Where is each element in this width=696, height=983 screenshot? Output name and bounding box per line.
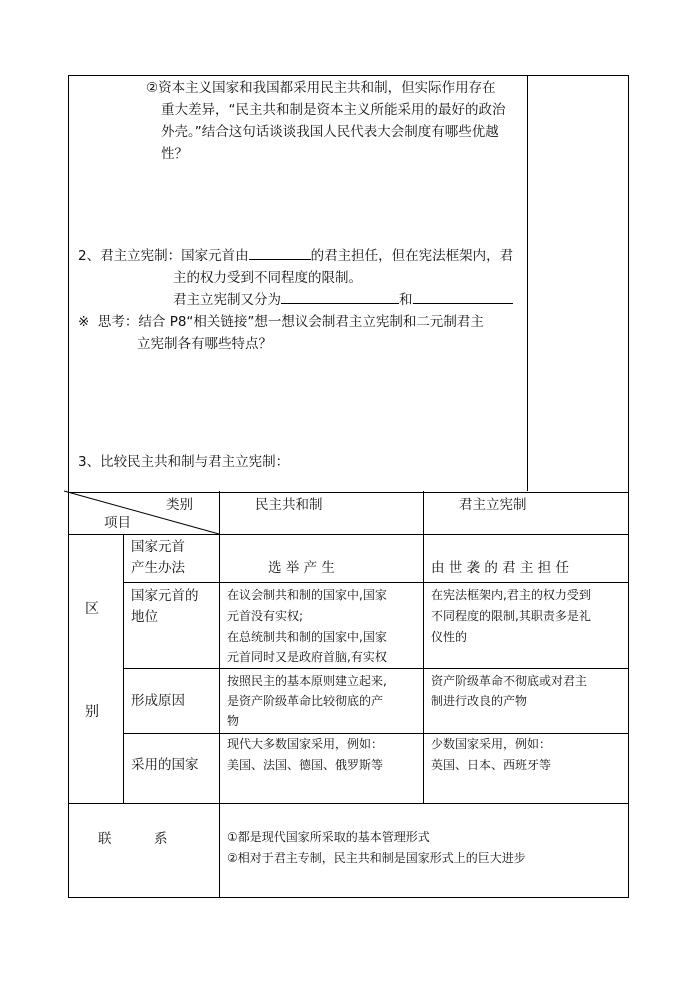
- diff-label-char2: 别: [85, 704, 99, 720]
- corner-top-label: 类别: [166, 497, 193, 513]
- row2-monarchy-l2: 不同程度的限制,其职责多是礼: [431, 609, 591, 623]
- link-label-b: 系: [154, 831, 168, 847]
- row1-republic: 选 举 产 生: [268, 560, 335, 576]
- row4-republic-l1: 现代大多数国家采用，例如：: [227, 737, 384, 751]
- row2-republic-l4: 元首同时又是政府首脑,有实权: [227, 650, 387, 664]
- section2-def-b: 的君主担任，但在宪法框架内，君: [310, 248, 514, 264]
- row2-monarchy-l1: 在宪法框架内,君主的权力受到: [431, 588, 591, 602]
- think-line2: 立宪制各有哪些特点？: [137, 336, 272, 352]
- row1-monarchy: 由 世 袭 的 君 主 担 任: [431, 560, 570, 576]
- row3-label: 形成原因: [131, 693, 185, 709]
- row2-label-l2: 地位: [131, 609, 158, 625]
- row4-monarchy-l1: 少数国家采用，例如：: [431, 737, 552, 751]
- link-line2: ②相对于君主专制，民主共和制是国家形式上的巨大进步: [227, 851, 526, 865]
- row3-republic-l1: 按照民主的基本原则建立起来,: [227, 674, 387, 688]
- section2-types-b: 和: [399, 292, 413, 308]
- row4-label: 采用的国家: [131, 757, 199, 773]
- q-part2-line3: 外壳。”结合这句话谈谈我国人民代表大会制度有哪些优越: [161, 124, 499, 140]
- row1-label-l1: 国家元首: [131, 539, 185, 555]
- section2-types-a: 君主立宪制又分为: [173, 292, 281, 308]
- row3-republic-l3: 物: [227, 714, 240, 728]
- row3-monarchy-l2: 制进行改良的产物: [431, 694, 528, 708]
- section2-def-a: 国家元首由: [181, 248, 249, 264]
- link-line1: ①都是现代国家所采取的基本管理形式: [227, 830, 430, 844]
- section2-def-line2: 主的权力受到不同程度的限制。: [173, 270, 362, 286]
- col-header-republic: 民主共和制: [255, 497, 323, 513]
- row1-label-l2: 产生办法: [131, 560, 185, 576]
- col-header-monarchy: 君主立宪制: [459, 497, 527, 513]
- section2-label: 2、君主立宪制：: [78, 248, 182, 264]
- row2-monarchy-l3: 仪性的: [431, 630, 468, 644]
- row4-republic-l2: 美国、法国、德国、俄罗斯等: [227, 758, 384, 772]
- q-part2-line4: 性？: [161, 146, 188, 162]
- diff-label-char1: 区: [85, 601, 99, 617]
- corner-bottom-label: 项目: [104, 515, 131, 531]
- think-mark: ※: [78, 314, 90, 330]
- q-part2-line2: 重大差异，“民主共和制是资本主义所能采用的最好的政治: [161, 102, 506, 118]
- q-part2-line1: ②资本主义国家和我国都采用民主共和制，但实际作用存在: [146, 80, 496, 96]
- row2-republic-l3: 在总统制共和制的国家中,国家: [227, 630, 387, 644]
- row2-republic-l2: 元首没有实权;: [227, 609, 304, 623]
- row3-republic-l2: 是资产阶级革命比较彻底的产: [227, 694, 384, 708]
- row2-republic-l1: 在议会制共和制的国家中,国家: [227, 588, 387, 602]
- link-label-a: 联: [98, 831, 112, 847]
- section3-label: 3、比较民主共和制与君主立宪制：: [78, 454, 290, 470]
- row3-monarchy-l1: 资产阶级革命不彻底或对君主: [431, 674, 588, 688]
- think-text: 思考：结合 P8“相关链接”想一想议会制君主立宪制和二元制君主: [97, 314, 484, 330]
- row4-monarchy-l2: 英国、日本、西班牙等: [431, 758, 552, 772]
- row2-label-l1: 国家元首的: [131, 588, 199, 604]
